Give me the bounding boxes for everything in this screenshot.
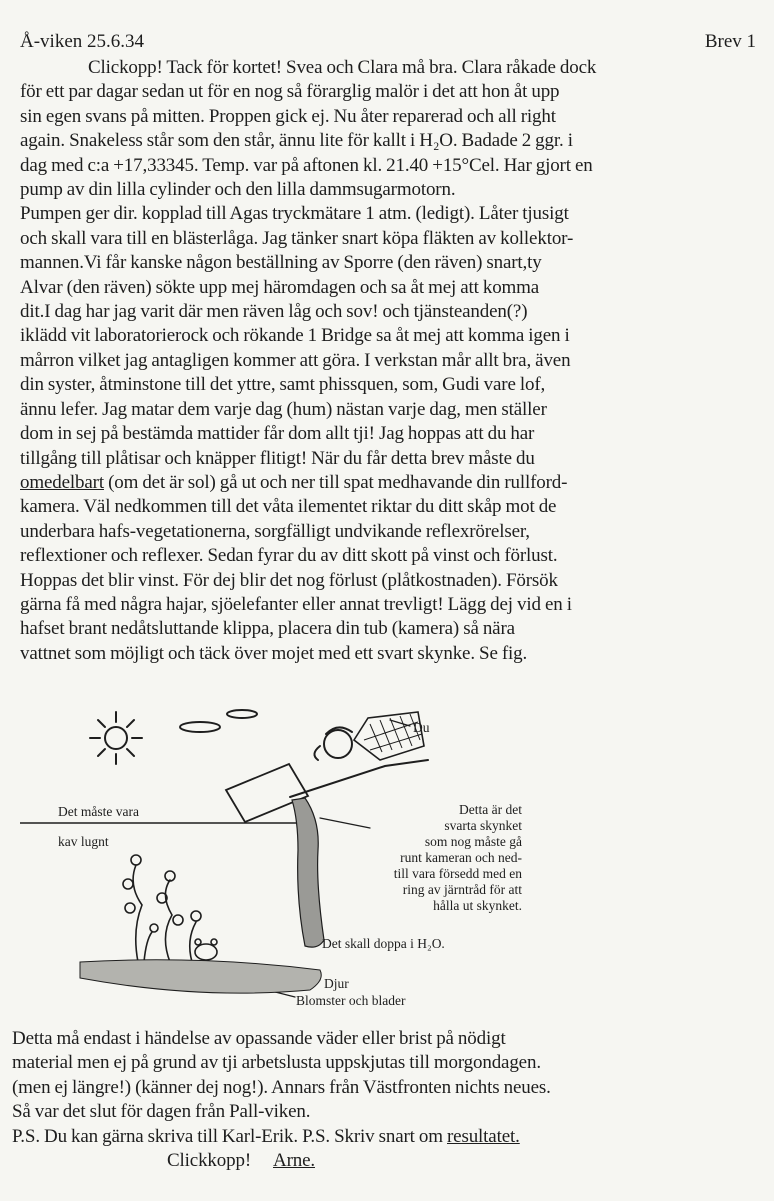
body-line: pump av din lilla cylinder och den lilla dammsugarmotorn. [20, 179, 456, 201]
closing-line: material men ej på grund av tji arbetslusta uppskjutas till morgondagen. [12, 1052, 541, 1074]
label-cloth-line: svarta skynket [444, 818, 522, 833]
body-line: dit.I dag har jag varit där men räven låg och sov! och tjänsteanden(?) [20, 301, 528, 323]
label-calm-1: Det måste vara [58, 804, 139, 819]
label-cloth-line: ring av järntråd för att [402, 882, 522, 897]
postscript [12, 1125, 760, 1149]
body-line: Pumpen ger dir. kopplad till Agas tryckmätare 1 atm. (ledigt). Låter tjusigt [20, 203, 569, 225]
body-line: Hoppas det blir vinst. För dej blir det nog förlust (plåtkostnaden). Försök [20, 569, 558, 591]
person-head [324, 730, 352, 758]
postscript-text: P.S. Du kan gärna skriva till Karl-Erik. P.S. Skriv snart om [12, 1125, 447, 1147]
label-cloth [350, 802, 522, 914]
label-cloth-line: runt kameran och ned- [400, 850, 522, 865]
label-cloth-line: till vara försedd med en [393, 866, 522, 881]
body-line: mannen.Vi får kanske någon beställning av Sporre (den räven) snart,ty [20, 252, 542, 274]
body-line: för ett par dagar sedan ut för en nog så förarglig malör i det att hon åt upp [20, 81, 560, 103]
signoff-greeting: Clickkopp! [167, 1150, 251, 1172]
label-dip: Det skall doppa i H₂O. [322, 936, 445, 951]
sun-icon [90, 712, 142, 764]
label-plants: Blomster och blader [296, 993, 406, 1008]
body-line: kamera. Väl nedkommen till det våta ilementet riktar du ditt skåp mot de [20, 496, 557, 518]
body-line: din syster, åtminstone till det yttre, samt phissquen, som, Gudi vare lof, [20, 374, 546, 396]
label-cloth-line: som nog måste gå [424, 834, 522, 849]
letter-number: Brev 1 [704, 31, 756, 52]
body-line: ännu lefer. Jag matar dem varje dag (hum) nästan varje dag, men ställer [20, 398, 547, 420]
body-line-rest: (om det är sol) gå ut och ner till spat medhavande din rullford- [103, 471, 568, 493]
body-line: sin egen svans på mitten. Proppen gick ej. Nu åter reparerad och all right [20, 105, 556, 127]
body-line: iklädd vit laboratorierock och rökande 1 Bridge sa åt mej att komma igen i [20, 325, 570, 347]
body-line: och skall vara till en blästerlåga. Jag tänker snart köpa fläkten av kollektor- [20, 227, 574, 249]
cliff-surface [290, 760, 428, 797]
closing-line: (men ej längre!) (känner dej nog!). Annars från Västfronten nichts neues. [12, 1076, 551, 1098]
letter-body [20, 56, 760, 666]
body-line: dom in sej på bestämda mattider får dom allt tji! Jag hoppas att du har [20, 423, 535, 445]
label-calm-2: kav lugnt [58, 834, 109, 849]
seabed [80, 960, 321, 993]
label-animal: Djur [324, 976, 349, 991]
body-line: dag med c:a +17,33345. Temp. var på aftonen kl. 21.40 +15°Cel. Har gjort en [20, 154, 593, 176]
letter-header [20, 30, 756, 54]
sketch-figure [20, 700, 750, 1020]
body-line: hafset brant nedåtsluttande klippa, placera din tub (kamera) så nära [20, 618, 515, 640]
place-date: Å-viken 25.6.34 [20, 31, 145, 52]
label-du: Du [413, 720, 430, 735]
cloud-icon [180, 722, 220, 732]
body-line: underbara hafs-vegetationerna, sorgfälligt undvikande reflexrörelser, [20, 520, 530, 542]
body-line: Clickopp! Tack för kortet! Svea och Clara må bra. Clara råkade dock [88, 57, 597, 78]
body-line: mårron vilket jag antagligen kommer att göra. I verkstan mår allt bra, även [20, 349, 571, 371]
underlined-word: omedelbart [20, 471, 104, 493]
signoff [12, 1149, 760, 1173]
animal-icon [195, 939, 217, 960]
body-line: vattnet som möjligt och täck över mojet med ett svart skynke. Se fig. [20, 642, 528, 664]
label-cloth-line: hålla ut skynket. [433, 898, 522, 913]
cloud-icon [227, 710, 257, 718]
body-line: Alvar (den räven) sökte upp mej häromdagen och sa åt mej att komma [20, 276, 540, 298]
signature: Arne. [273, 1150, 315, 1172]
body-line: again. Snakeless står som den står, ännu lite för kallt i H₂O. Badade 2 ggr. i [20, 130, 573, 152]
body-line-underlined [20, 471, 760, 495]
body-line: tillgång till plåtisar och knäpper flitigt! När du får detta brev måste du [20, 447, 535, 469]
seaweed-plants [123, 855, 201, 962]
body-line: gärna få med några hajar, sjöelefanter eller annat trevligt! Lägg dej vid en i [20, 593, 572, 615]
closing-line: Så var det slut för dagen från Pall-viken. [12, 1101, 311, 1123]
black-cloth [292, 798, 324, 947]
label-cloth-line: Detta är det [459, 802, 522, 817]
letter-closing [12, 1027, 760, 1173]
closing-line: Detta må endast i händelse av opassande väder eller brist på nödigt [12, 1028, 506, 1049]
body-line: reflextioner och reflexer. Sedan fyrar du av ditt skott på vinst och förlust. [20, 545, 558, 567]
postscript-underlined: resultatet. [447, 1125, 520, 1147]
